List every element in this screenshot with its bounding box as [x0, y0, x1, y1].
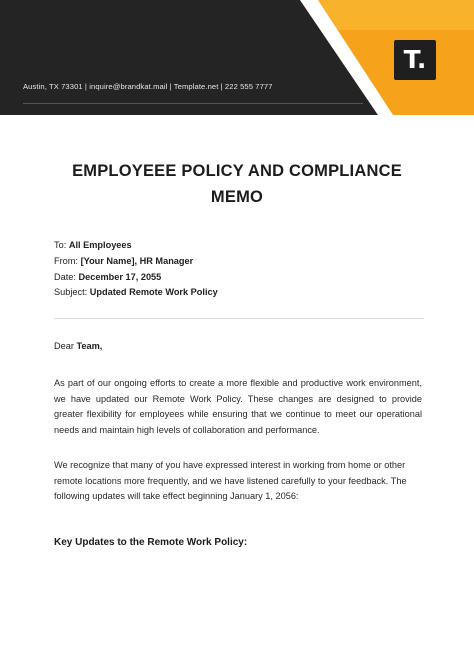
contact-info: Austin, TX 73301 | inquire@brandkat.mail | Template.net | 222 555 7777 — [23, 82, 273, 91]
letterhead — [0, 0, 474, 115]
memo-subject-value: Updated Remote Work Policy — [89, 287, 218, 298]
memo-title-line2: MEMO — [210, 188, 264, 206]
section-divider — [54, 318, 424, 319]
memo-from-row — [54, 254, 218, 270]
letterhead-orange-highlight — [318, 0, 474, 30]
memo-title — [37, 158, 437, 210]
memo-date-row — [54, 270, 218, 286]
brand-logo-icon: T. — [394, 40, 436, 80]
header-rule — [23, 103, 363, 104]
greeting-name: Team, — [76, 341, 103, 351]
memo-subject-row — [54, 285, 218, 301]
memo-from-label: From: — [54, 255, 78, 266]
memo-to-row — [54, 238, 218, 254]
body-paragraph-2: We recognize that many of you have expressed interest in working from home or other remote locations more frequently, and we have listened carefully to your feedback. The following updates will take effect beginning January 1, 2056: — [54, 460, 407, 502]
greeting — [54, 341, 102, 351]
memo-date-value: December 17, 2055 — [78, 271, 162, 282]
memo-meta — [54, 238, 218, 301]
memo-to-label: To: — [54, 240, 67, 250]
greeting-prefix: Dear — [54, 341, 74, 351]
memo-date-label: Date: — [54, 271, 76, 282]
section-heading: Key Updates to the Remote Work Policy: — [54, 537, 248, 548]
memo-from-value: [Your Name], HR Manager — [80, 255, 194, 266]
memo-subject-label: Subject: — [54, 287, 88, 298]
memo-title-line1: EMPLOYEEE POLICY AND COMPLIANCE — [72, 162, 402, 180]
body-paragraph-1: As part of our ongoing efforts to create a more flexible and productive work environment, we have updated our Remote Work Policy. These changes are designed to provide greater flexibility for employees while ensuring that we continue to meet our operational needs and maintain high levels of collaboration and performance. — [54, 378, 422, 435]
memo-to-value: All Employees — [68, 240, 132, 250]
